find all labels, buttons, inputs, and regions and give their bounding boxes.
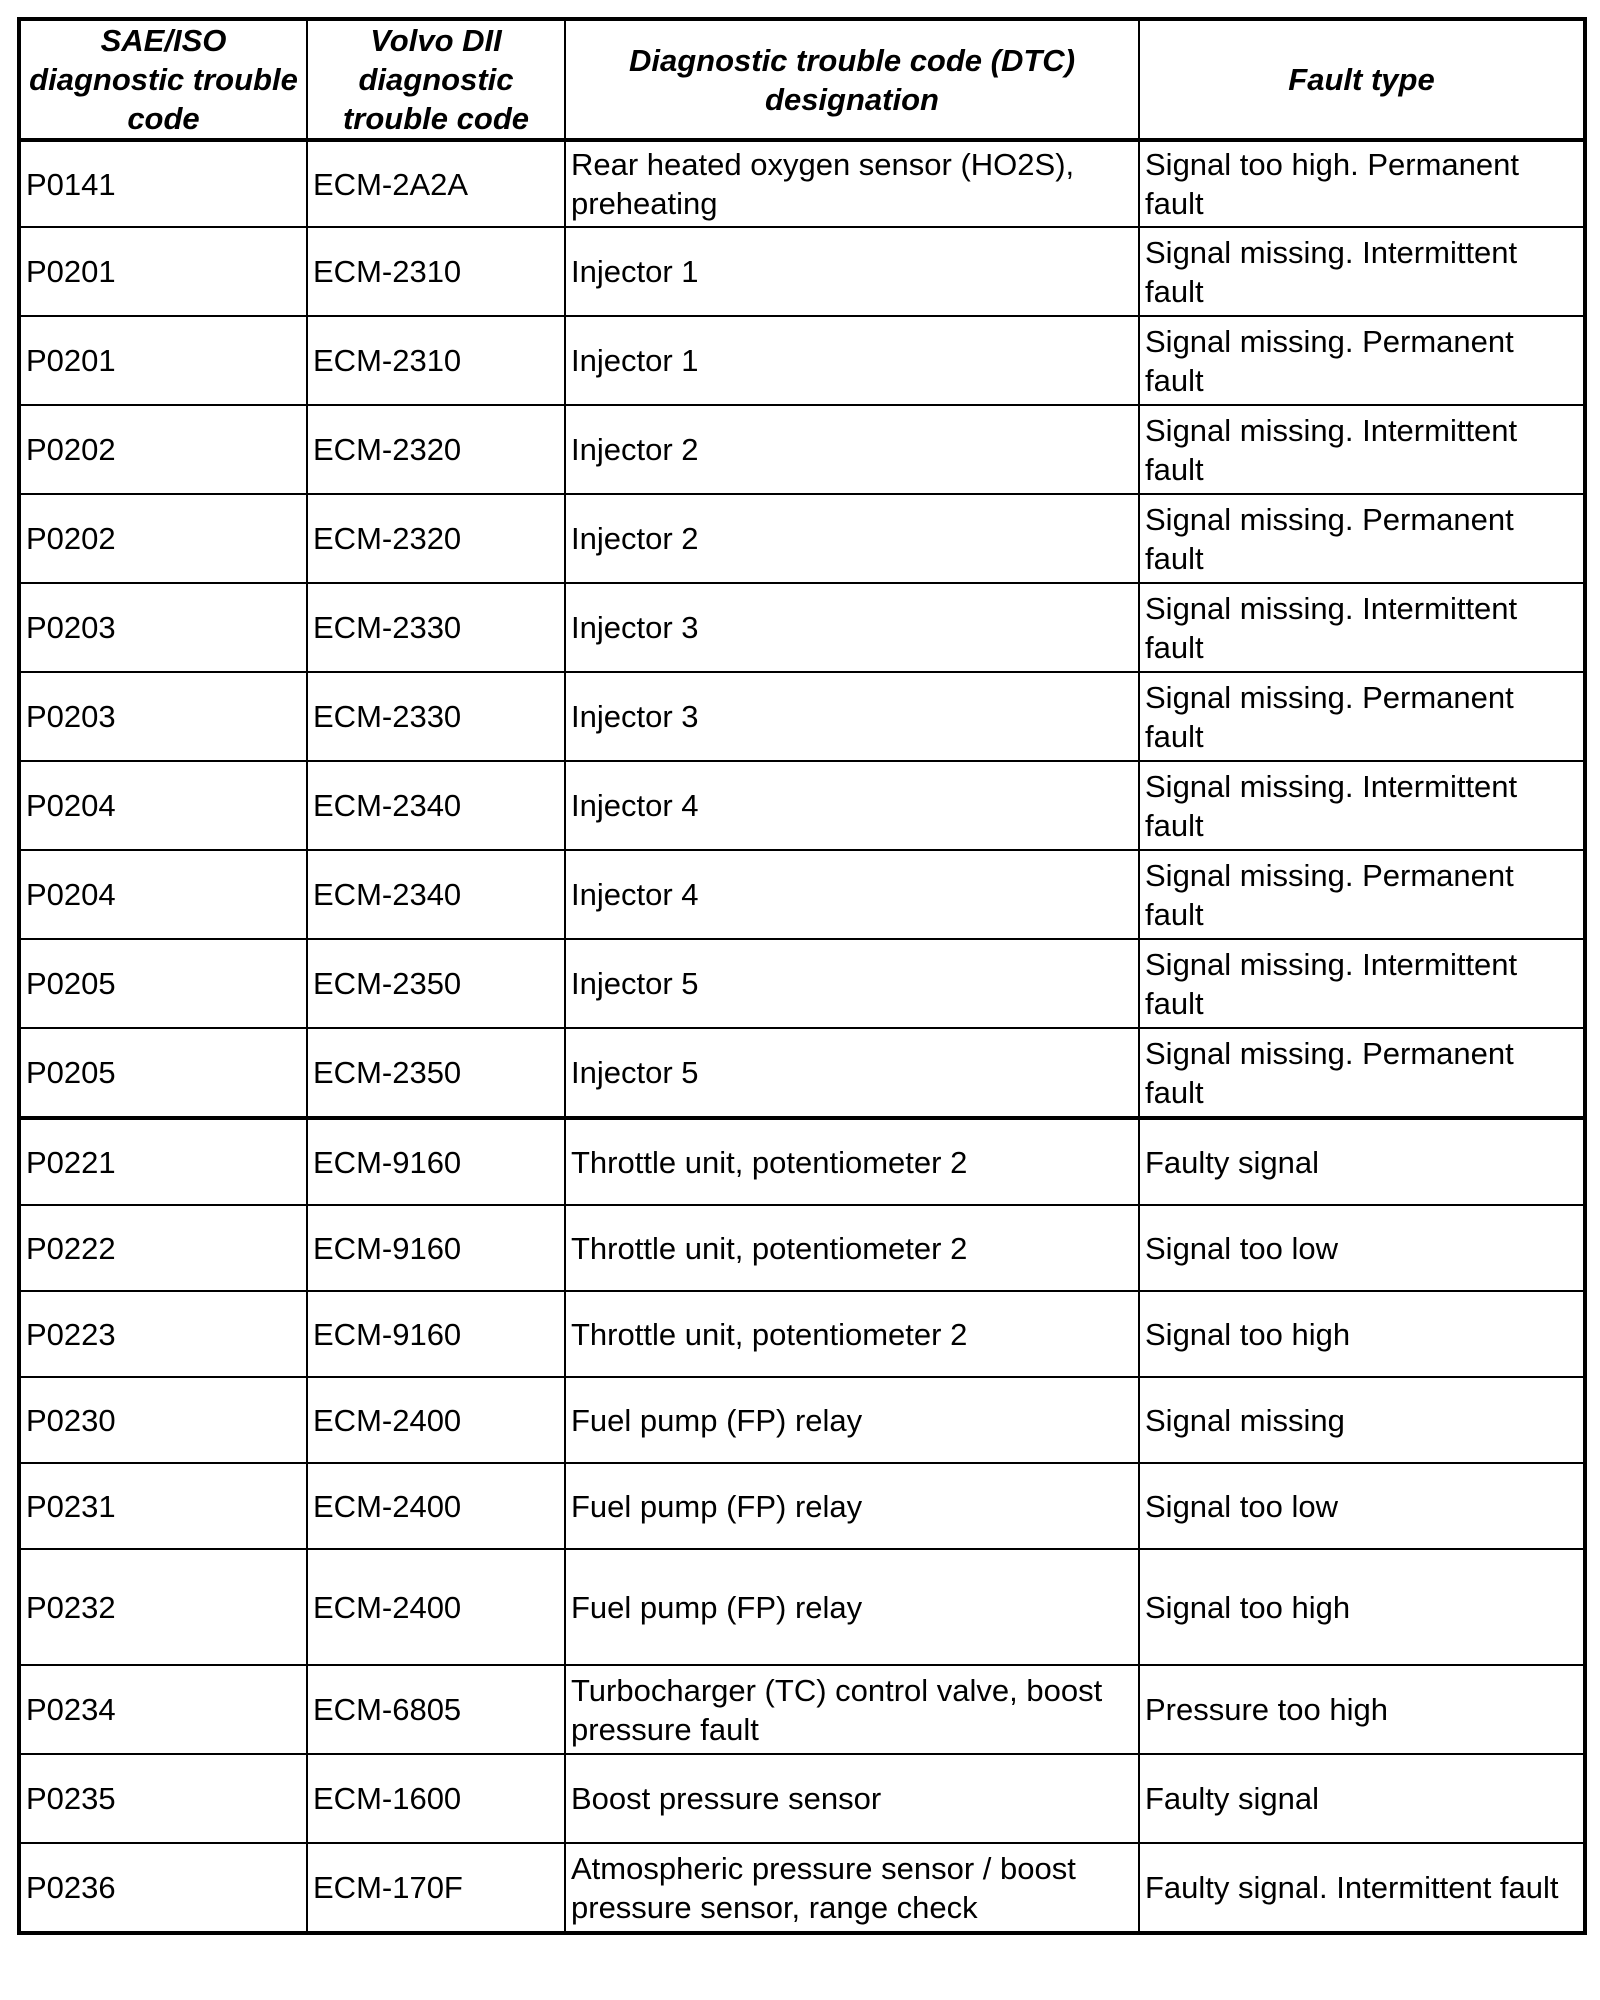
table-row — [19, 850, 1585, 939]
fault-type-cell: Signal missing. Permanent fault — [1139, 494, 1585, 583]
table-row — [19, 1665, 1585, 1754]
table-body — [19, 140, 1585, 1933]
volvo-dii-code-cell: ECM-2400 — [307, 1463, 565, 1549]
header-fault-type: Fault type — [1139, 19, 1585, 140]
dtc-designation-cell: Turbocharger (TC) control valve, boost pressure fault — [565, 1665, 1139, 1754]
dtc-designation-cell: Injector 1 — [565, 316, 1139, 405]
volvo-dii-code-cell: ECM-6805 — [307, 1665, 565, 1754]
dtc-designation-cell: Throttle unit, potentiometer 2 — [565, 1291, 1139, 1377]
table-row — [19, 140, 1585, 227]
sae-iso-code-cell: P0203 — [19, 672, 307, 761]
volvo-dii-code-cell: ECM-2A2A — [307, 140, 565, 227]
volvo-dii-code-cell: ECM-9160 — [307, 1291, 565, 1377]
fault-type-cell: Signal missing. Intermittent fault — [1139, 227, 1585, 316]
volvo-dii-code-cell: ECM-2400 — [307, 1549, 565, 1665]
table-row — [19, 1028, 1585, 1118]
dtc-designation-cell: Injector 3 — [565, 672, 1139, 761]
table-row — [19, 494, 1585, 583]
volvo-dii-code-cell: ECM-2350 — [307, 939, 565, 1028]
fault-type-cell: Signal missing. Intermittent fault — [1139, 761, 1585, 850]
fault-type-cell: Pressure too high — [1139, 1665, 1585, 1754]
volvo-dii-code-cell: ECM-2330 — [307, 672, 565, 761]
sae-iso-code-cell: P0236 — [19, 1843, 307, 1933]
header-sae-iso-code: SAE/ISO diagnostic trouble code — [19, 19, 307, 140]
fault-type-cell: Signal missing. Intermittent fault — [1139, 583, 1585, 672]
table-row — [19, 1205, 1585, 1291]
sae-iso-code-cell: P0205 — [19, 939, 307, 1028]
fault-type-cell: Signal too high — [1139, 1291, 1585, 1377]
fault-type-cell: Signal too high — [1139, 1549, 1585, 1665]
fault-type-cell: Signal missing. Intermittent fault — [1139, 405, 1585, 494]
volvo-dii-code-cell: ECM-9160 — [307, 1118, 565, 1205]
sae-iso-code-cell: P0223 — [19, 1291, 307, 1377]
table-row — [19, 672, 1585, 761]
dtc-designation-cell: Injector 1 — [565, 227, 1139, 316]
volvo-dii-code-cell: ECM-2340 — [307, 850, 565, 939]
volvo-dii-code-cell: ECM-2340 — [307, 761, 565, 850]
volvo-dii-code-cell: ECM-2330 — [307, 583, 565, 672]
table-row — [19, 1291, 1585, 1377]
table-row — [19, 761, 1585, 850]
dtc-designation-cell: Fuel pump (FP) relay — [565, 1377, 1139, 1463]
header-dtc-designation: Diagnostic trouble code (DTC) designation — [565, 19, 1139, 140]
dtc-designation-cell: Rear heated oxygen sensor (HO2S), preheating — [565, 140, 1139, 227]
sae-iso-code-cell: P0235 — [19, 1754, 307, 1843]
dtc-designation-cell: Injector 2 — [565, 494, 1139, 583]
volvo-dii-code-cell: ECM-2320 — [307, 405, 565, 494]
sae-iso-code-cell: P0201 — [19, 316, 307, 405]
table-row — [19, 1377, 1585, 1463]
table-row — [19, 939, 1585, 1028]
sae-iso-code-cell: P0204 — [19, 850, 307, 939]
dtc-designation-cell: Fuel pump (FP) relay — [565, 1549, 1139, 1665]
fault-type-cell: Signal too high. Permanent fault — [1139, 140, 1585, 227]
fault-type-cell: Faulty signal — [1139, 1118, 1585, 1205]
sae-iso-code-cell: P0222 — [19, 1205, 307, 1291]
dtc-designation-cell: Injector 5 — [565, 1028, 1139, 1118]
fault-type-cell: Faulty signal — [1139, 1754, 1585, 1843]
dtc-designation-cell: Injector 4 — [565, 850, 1139, 939]
fault-type-cell: Signal missing. Intermittent fault — [1139, 939, 1585, 1028]
volvo-dii-code-cell: ECM-2310 — [307, 227, 565, 316]
fault-type-cell: Signal missing. Permanent fault — [1139, 316, 1585, 405]
fault-type-cell: Signal missing. Permanent fault — [1139, 672, 1585, 761]
volvo-dii-code-cell: ECM-2320 — [307, 494, 565, 583]
fault-type-cell: Signal too low — [1139, 1205, 1585, 1291]
table-row — [19, 1118, 1585, 1205]
dtc-designation-cell: Injector 5 — [565, 939, 1139, 1028]
dtc-designation-cell: Throttle unit, potentiometer 2 — [565, 1205, 1139, 1291]
sae-iso-code-cell: P0204 — [19, 761, 307, 850]
header-volvo-dii-code: Volvo DII diagnostic trouble code — [307, 19, 565, 140]
header-row — [19, 19, 1585, 140]
table-row — [19, 1754, 1585, 1843]
sae-iso-code-cell: P0231 — [19, 1463, 307, 1549]
dtc-designation-cell: Injector 2 — [565, 405, 1139, 494]
dtc-designation-cell: Injector 3 — [565, 583, 1139, 672]
table-row — [19, 1463, 1585, 1549]
sae-iso-code-cell: P0205 — [19, 1028, 307, 1118]
fault-type-cell: Signal missing. Permanent fault — [1139, 850, 1585, 939]
volvo-dii-code-cell: ECM-2400 — [307, 1377, 565, 1463]
dtc-designation-cell: Atmospheric pressure sensor / boost pressure sensor, range check — [565, 1843, 1139, 1933]
sae-iso-code-cell: P0221 — [19, 1118, 307, 1205]
dtc-table — [17, 17, 1587, 1935]
dtc-designation-cell: Fuel pump (FP) relay — [565, 1463, 1139, 1549]
fault-type-cell: Signal too low — [1139, 1463, 1585, 1549]
table-row — [19, 227, 1585, 316]
sae-iso-code-cell: P0230 — [19, 1377, 307, 1463]
dtc-designation-cell: Injector 4 — [565, 761, 1139, 850]
sae-iso-code-cell: P0203 — [19, 583, 307, 672]
dtc-designation-cell: Boost pressure sensor — [565, 1754, 1139, 1843]
sae-iso-code-cell: P0141 — [19, 140, 307, 227]
volvo-dii-code-cell: ECM-9160 — [307, 1205, 565, 1291]
table-row — [19, 1549, 1585, 1665]
volvo-dii-code-cell: ECM-1600 — [307, 1754, 565, 1843]
table-row — [19, 583, 1585, 672]
dtc-designation-cell: Throttle unit, potentiometer 2 — [565, 1118, 1139, 1205]
table-row — [19, 1843, 1585, 1933]
fault-type-cell: Signal missing. Permanent fault — [1139, 1028, 1585, 1118]
sae-iso-code-cell: P0232 — [19, 1549, 307, 1665]
table-row — [19, 405, 1585, 494]
sae-iso-code-cell: P0202 — [19, 494, 307, 583]
fault-type-cell: Signal missing — [1139, 1377, 1585, 1463]
table-row — [19, 316, 1585, 405]
sae-iso-code-cell: P0201 — [19, 227, 307, 316]
volvo-dii-code-cell: ECM-2310 — [307, 316, 565, 405]
volvo-dii-code-cell: ECM-2350 — [307, 1028, 565, 1118]
sae-iso-code-cell: P0234 — [19, 1665, 307, 1754]
sae-iso-code-cell: P0202 — [19, 405, 307, 494]
volvo-dii-code-cell: ECM-170F — [307, 1843, 565, 1933]
fault-type-cell: Faulty signal. Intermittent fault — [1139, 1843, 1585, 1933]
